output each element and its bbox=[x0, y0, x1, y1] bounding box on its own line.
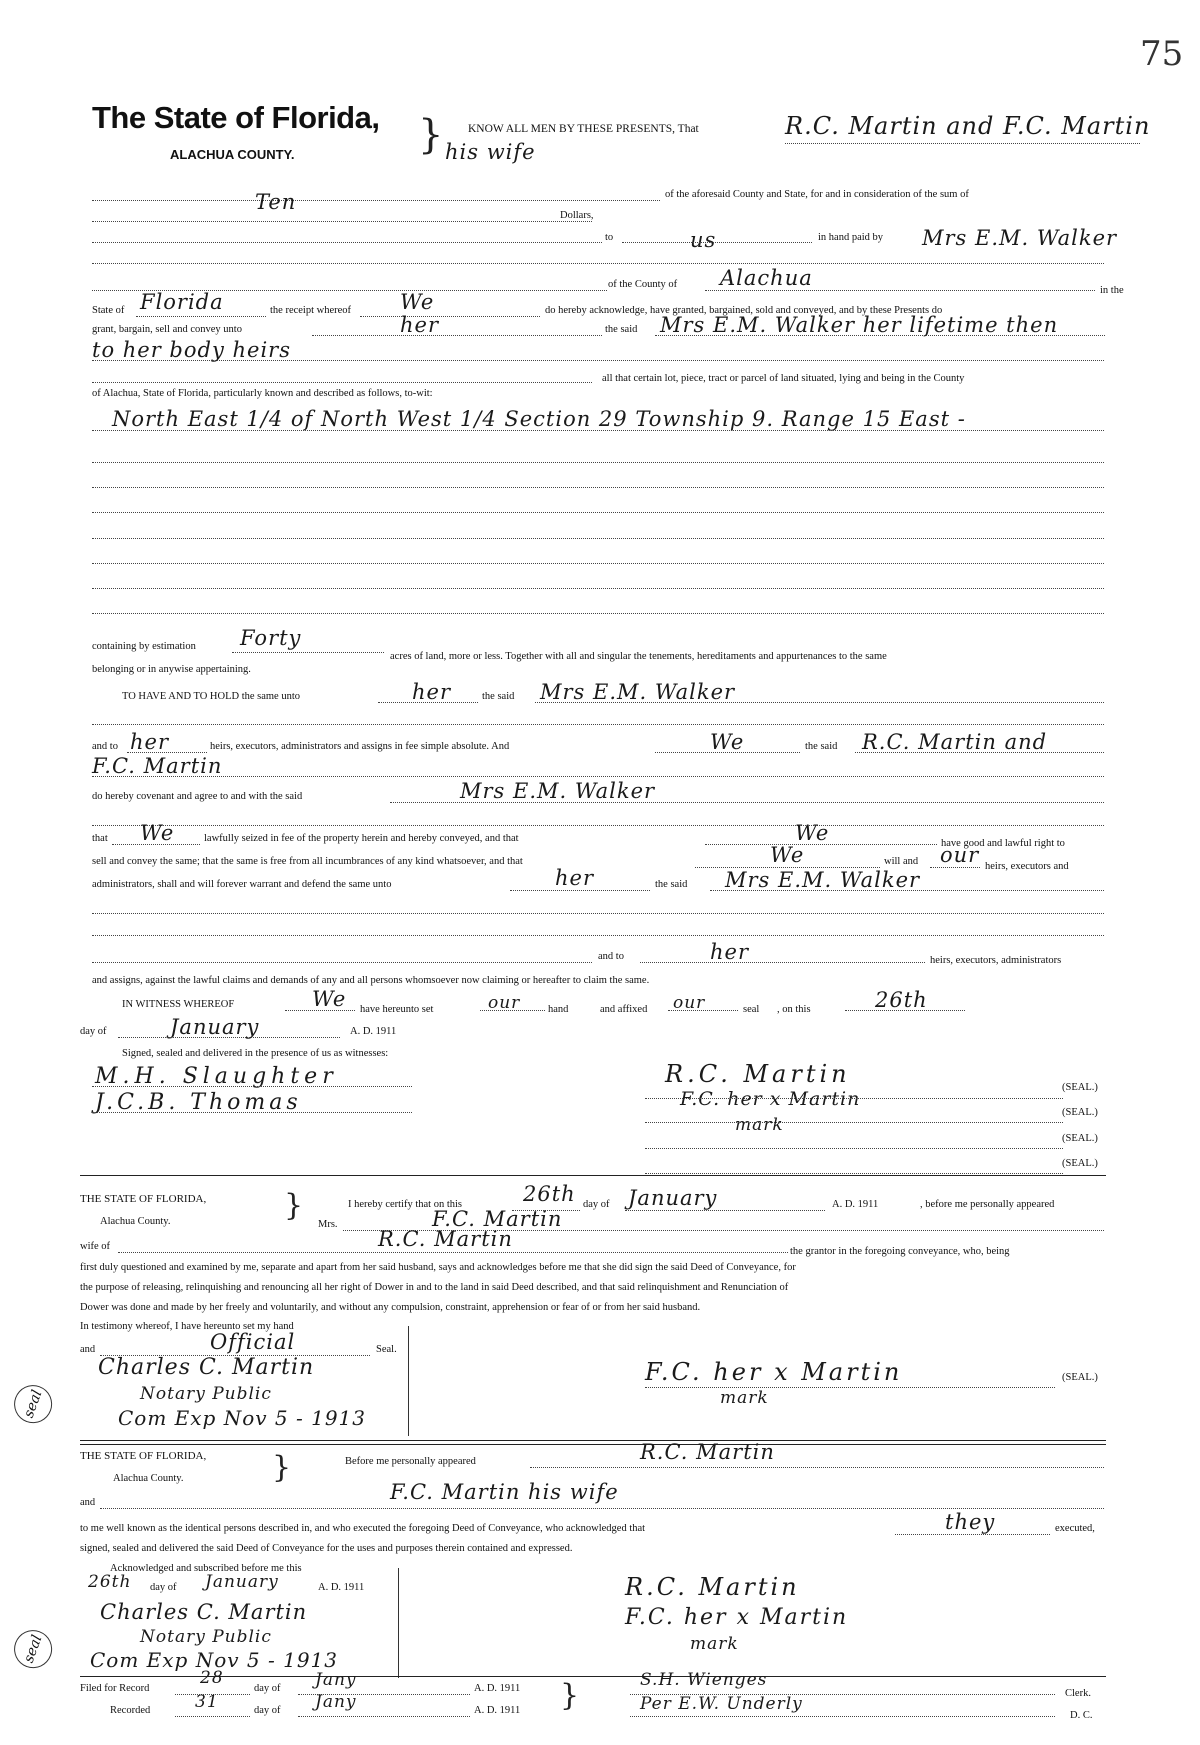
cert2-body1: to me well known as the identical persons described in, and who executed the foregoing Deed of Conveyance, who acknowledged that bbox=[80, 1523, 646, 1534]
dotted-line bbox=[92, 382, 592, 383]
dotted-line bbox=[92, 263, 1104, 264]
cert1-state: THE STATE OF FLORIDA, bbox=[80, 1193, 207, 1205]
dc-label: D. C. bbox=[1070, 1710, 1093, 1721]
dotted-line bbox=[92, 360, 1104, 361]
and-we-handwriting: We bbox=[710, 730, 745, 754]
cert1-month-handwriting: January bbox=[628, 1186, 718, 1210]
dotted-line bbox=[92, 563, 1104, 564]
cert1-official-handwriting: Official bbox=[210, 1330, 296, 1354]
hereunto-text: have hereunto set bbox=[360, 1004, 434, 1015]
section-rule bbox=[80, 1676, 1106, 1677]
and-to-2-handwriting: her bbox=[710, 940, 749, 964]
assigns-text: and assigns, against the lawful claims and demands of any and all persons whomsoever now claiming or hereafter to claim the same. bbox=[92, 975, 650, 986]
the-said-label: the said bbox=[482, 691, 515, 702]
dotted-line bbox=[92, 935, 1104, 936]
filed-day-handwriting: 28 bbox=[200, 1668, 224, 1688]
dotted-line bbox=[92, 1086, 412, 1087]
grant-handwriting: her bbox=[400, 313, 439, 337]
sell-handwriting: We bbox=[770, 843, 805, 867]
cert2-and: and bbox=[80, 1497, 96, 1508]
dotted-line bbox=[655, 752, 800, 753]
admin-said-label: the said bbox=[655, 879, 688, 890]
seized-text: lawfully seized in fee of the property herein and hereby conveyed, and that bbox=[204, 833, 519, 844]
seal-label: (SEAL.) bbox=[1062, 1082, 1098, 1093]
dotted-line bbox=[92, 538, 1104, 539]
filed-day-of: day of bbox=[254, 1683, 281, 1694]
cert1-mrs: Mrs. bbox=[318, 1219, 338, 1230]
dotted-line bbox=[360, 316, 540, 317]
dotted-line bbox=[92, 588, 1104, 589]
signature-line bbox=[645, 1122, 1063, 1123]
recorded-day-of: day of bbox=[254, 1705, 281, 1716]
county-handwriting: Alachua bbox=[720, 266, 813, 290]
will-and-label: will and bbox=[884, 856, 919, 867]
cert1-mrs-handwriting: F.C. Martin bbox=[432, 1207, 563, 1231]
the-said-label-2: the said bbox=[805, 741, 838, 752]
dc-handwriting: Per E.W. Underly bbox=[640, 1694, 803, 1714]
of-alachua-text: of Alachua, State of Florida, particularly known and described as follows, to-wit: bbox=[92, 388, 433, 399]
cert1-wife-handwriting: R.C. Martin bbox=[378, 1227, 513, 1251]
cert2-notary-handwriting: Charles C. Martin bbox=[100, 1600, 308, 1624]
dotted-line bbox=[625, 1210, 825, 1211]
cert2-notary-handwriting-3: Com Exp Nov 5 - 1913 bbox=[90, 1648, 338, 1672]
dotted-line bbox=[640, 962, 925, 963]
admin-handwriting: her bbox=[555, 866, 594, 890]
in-the-label: in the bbox=[1100, 285, 1124, 296]
filed-label: Filed for Record bbox=[80, 1683, 150, 1694]
dotted-line bbox=[92, 962, 592, 963]
dotted-line bbox=[535, 702, 1104, 703]
cert1-day-of: day of bbox=[583, 1199, 610, 1210]
signature-line bbox=[645, 1148, 1063, 1149]
grantors-handwriting: R.C. Martin and F.C. Martin bbox=[785, 112, 1151, 140]
signature-line bbox=[645, 1173, 1063, 1174]
cert1-county: Alachua County. bbox=[100, 1216, 171, 1227]
cert2-brace: } bbox=[272, 1450, 292, 1485]
cert1-seal-word: Seal. bbox=[376, 1344, 397, 1355]
witness1-handwriting: M.H. Slaughter bbox=[95, 1064, 338, 1089]
cert2-appeared-handwriting: R.C. Martin bbox=[640, 1440, 775, 1464]
paid-by-label: in hand paid by bbox=[818, 232, 884, 243]
seal-label: (SEAL.) bbox=[1062, 1158, 1098, 1169]
filing-brace: } bbox=[560, 1678, 580, 1713]
grantor-line bbox=[785, 143, 1140, 144]
dotted-line bbox=[100, 1508, 1104, 1509]
signature-line bbox=[645, 1387, 1055, 1388]
cert1-body3: Dower was done and made by her freely and voluntarily, and without any compulsion, constraint, apprehension or fear of or from her said husband. bbox=[80, 1302, 701, 1313]
cert1-signature: F.C. her x Martin bbox=[645, 1358, 903, 1386]
to-handwriting: us bbox=[690, 228, 717, 252]
to-have-label: TO HAVE AND TO HOLD the same unto bbox=[122, 691, 301, 702]
description-handwriting: North East 1/4 of North West 1/4 Section 29 Township 9. Range 15 East - bbox=[112, 407, 966, 431]
county-heading: ALACHUA COUNTY. bbox=[170, 147, 295, 162]
seal-label: (SEAL.) bbox=[1062, 1133, 1098, 1144]
cert1-notary-handwriting: Charles C. Martin bbox=[98, 1355, 315, 1380]
cert2-signature-1: R.C. Martin bbox=[625, 1573, 800, 1601]
to-have-handwriting: her bbox=[412, 680, 451, 704]
cert1-wife-of: wife of bbox=[80, 1241, 111, 1252]
section-rule bbox=[80, 1444, 1106, 1445]
in-witness-handwriting: We bbox=[312, 987, 347, 1011]
and-to-label: and to bbox=[92, 741, 118, 752]
dotted-line bbox=[312, 335, 602, 336]
text-line: of the aforesaid County and State, for and in consideration of the sum of bbox=[665, 189, 969, 200]
dotted-line bbox=[855, 752, 1104, 753]
cert2-month-handwriting: January bbox=[205, 1572, 279, 1592]
sum-handwriting: Ten bbox=[255, 190, 297, 214]
cert1-notary-handwriting-3: Com Exp Nov 5 - 1913 bbox=[118, 1406, 366, 1430]
cert1-testimony: In testimony whereof, I have hereunto set my hand bbox=[80, 1321, 294, 1332]
recorded-day-handwriting: 31 bbox=[195, 1692, 219, 1712]
dotted-line bbox=[92, 913, 1104, 914]
signature-fc-martin: F.C. her x Martin bbox=[680, 1088, 861, 1110]
dotted-line bbox=[298, 1716, 470, 1717]
dotted-line bbox=[232, 652, 384, 653]
cert2-ad: A. D. 1911 bbox=[318, 1582, 365, 1593]
cert1-ad: A. D. 1911 bbox=[832, 1199, 879, 1210]
county-of-label: of the County of bbox=[608, 279, 678, 290]
cert1-seal-label: (SEAL.) bbox=[1062, 1372, 1098, 1383]
dotted-line bbox=[622, 242, 812, 243]
dotted-line bbox=[118, 1252, 788, 1253]
section-rule bbox=[80, 1175, 1106, 1176]
cert1-and: and bbox=[80, 1344, 96, 1355]
heirs-exec-text: heirs, executors and bbox=[985, 861, 1069, 872]
dotted-line bbox=[92, 487, 1104, 488]
that-label: that bbox=[92, 833, 108, 844]
affixed-handwriting: our bbox=[673, 993, 706, 1013]
cert2-signature-mark: mark bbox=[690, 1634, 739, 1654]
dotted-line bbox=[668, 1010, 738, 1011]
acres-text: acres of land, more or less. Together with all and singular the tenements, hereditaments and appurtenances to the same bbox=[390, 651, 887, 662]
cert1-certify: I hereby certify that on this bbox=[348, 1199, 463, 1210]
cert1-before: , before me personally appeared bbox=[920, 1199, 1055, 1210]
the-said-label: the said bbox=[605, 324, 638, 335]
belonging-text: belonging or in anywise appertaining. bbox=[92, 664, 251, 675]
state-handwriting: Florida bbox=[140, 290, 224, 314]
filed-month-handwriting: Jany bbox=[315, 1670, 357, 1690]
that-handwriting: We bbox=[140, 821, 175, 845]
admin-text: administrators, shall and will forever warrant and defend the same unto bbox=[92, 879, 392, 890]
dotted-line bbox=[92, 200, 660, 201]
cert2-county: Alachua County. bbox=[113, 1473, 184, 1484]
cert1-signature-mark: mark bbox=[720, 1388, 769, 1408]
receipt-label: the receipt whereof bbox=[270, 305, 352, 316]
will-handwriting: our bbox=[940, 843, 980, 867]
cert2-day-handwriting: 26th bbox=[88, 1572, 132, 1592]
cert2-notary-handwriting-2: Notary Public bbox=[140, 1627, 272, 1647]
grant-label: grant, bargain, sell and convey unto bbox=[92, 324, 242, 335]
dotted-line bbox=[705, 844, 937, 845]
cert2-body2: signed, sealed and delivered the said Deed of Conveyance for the uses and purposes therein contained and expressed. bbox=[80, 1543, 573, 1554]
hand-label: hand bbox=[548, 1004, 569, 1015]
section-rule bbox=[80, 1440, 1106, 1441]
dotted-line bbox=[480, 1010, 545, 1011]
dotted-line bbox=[378, 702, 478, 703]
dotted-line bbox=[112, 844, 200, 845]
dollars-label: Dollars, bbox=[560, 210, 594, 221]
dotted-line bbox=[930, 867, 980, 868]
dotted-line bbox=[390, 802, 1104, 803]
dotted-line bbox=[710, 890, 1104, 891]
cert2-state: THE STATE OF FLORIDA, bbox=[80, 1450, 207, 1462]
cert1-brace: } bbox=[284, 1188, 304, 1223]
sell-text: sell and convey the same; that the same is free from all incumbrances of any kind whatsoever, and that bbox=[92, 856, 523, 867]
covenantor-handwriting-2: F.C. Martin bbox=[92, 754, 223, 778]
cert1-seal-stamp: seal bbox=[9, 1380, 58, 1429]
dotted-line bbox=[630, 1716, 1055, 1717]
seal-label: (SEAL.) bbox=[1062, 1107, 1098, 1118]
covenant-handwriting: Mrs E.M. Walker bbox=[460, 779, 656, 803]
dotted-line bbox=[127, 752, 207, 753]
dotted-line bbox=[845, 1010, 965, 1011]
acknowledge-text: do hereby acknowledge, have granted, bargained, sold and conveyed, and by these Presents do bbox=[545, 305, 943, 316]
covenantor-handwriting: R.C. Martin and bbox=[862, 730, 1048, 754]
dotted-line bbox=[92, 462, 1104, 463]
dotted-line bbox=[285, 1010, 355, 1011]
on-this-label: , on this bbox=[777, 1004, 811, 1015]
dotted-line bbox=[92, 825, 1104, 826]
cert1-body1: first duly questioned and examined by me, separate and apart from her said husband, says and acknowledges before me that she did sign the said Deed of Conveyance, for bbox=[80, 1262, 796, 1273]
dotted-line bbox=[136, 316, 266, 317]
dotted-line bbox=[175, 1716, 250, 1717]
to-have-name-handwriting: Mrs E.M. Walker bbox=[540, 680, 736, 704]
filed-ad: A. D. 1911 bbox=[474, 1683, 521, 1694]
and-to-handwriting: her bbox=[130, 730, 169, 754]
signature-rc-martin: R.C. Martin bbox=[665, 1060, 851, 1088]
hand-handwriting: our bbox=[488, 993, 521, 1013]
covenant-text: do hereby covenant and agree to and with the said bbox=[92, 791, 303, 802]
grantors-handwriting-2: his wife bbox=[445, 140, 536, 164]
notary-bracket bbox=[408, 1326, 409, 1436]
dotted-line bbox=[92, 512, 1104, 513]
cert2-executed: executed, bbox=[1055, 1523, 1095, 1534]
dotted-line bbox=[530, 1467, 1104, 1468]
dotted-line bbox=[655, 335, 1105, 336]
seal-word: seal bbox=[743, 1004, 760, 1015]
grantee-handwriting: Mrs E.M. Walker her lifetime then bbox=[660, 313, 1059, 337]
recorded-ad: A. D. 1911 bbox=[474, 1705, 521, 1716]
recorded-label: Recorded bbox=[110, 1705, 151, 1716]
admin-name-handwriting: Mrs E.M. Walker bbox=[725, 868, 921, 892]
dotted-line bbox=[118, 1037, 340, 1038]
page-number: 75 bbox=[1140, 34, 1184, 74]
cert1-day-handwriting: 26th bbox=[523, 1182, 576, 1206]
signed-text: Signed, sealed and delivered in the presence of us as witnesses: bbox=[122, 1048, 389, 1059]
dotted-line bbox=[895, 1534, 1050, 1535]
receipt-handwriting: We bbox=[400, 290, 435, 314]
containing-label: containing by estimation bbox=[92, 641, 196, 652]
dotted-line bbox=[510, 890, 650, 891]
clerk-handwriting: S.H. Wienges bbox=[640, 1670, 768, 1690]
day-of-label: day of bbox=[80, 1026, 107, 1037]
in-witness-label: IN WITNESS WHEREOF bbox=[122, 999, 235, 1010]
dotted-line bbox=[92, 1112, 412, 1113]
heirs-text: heirs, executors, administrators and assigns in fee simple absolute. And bbox=[210, 741, 510, 752]
affixed-label: and affixed bbox=[600, 1004, 648, 1015]
all-that-text: all that certain lot, piece, tract or parcel of land situated, lying and being in the County bbox=[602, 373, 965, 384]
cert1-notary-handwriting-2: Notary Public bbox=[140, 1384, 272, 1404]
signature-line bbox=[645, 1098, 1063, 1099]
document-title: The State of Florida, bbox=[92, 100, 380, 135]
witness-month-handwriting: January bbox=[170, 1015, 260, 1039]
dotted-line bbox=[92, 430, 1104, 431]
and-to-label-2: and to bbox=[598, 951, 624, 962]
cert2-ack: Acknowledged and subscribed before me this bbox=[110, 1563, 302, 1574]
signature-mark: mark bbox=[735, 1115, 784, 1135]
seized-handwriting: We bbox=[795, 821, 830, 845]
dotted-line bbox=[92, 776, 1104, 777]
dotted-line bbox=[92, 221, 592, 222]
state-of-label: State of bbox=[92, 305, 125, 316]
dotted-line bbox=[92, 613, 1104, 614]
notary-bracket bbox=[398, 1568, 399, 1678]
cert2-they-handwriting: they bbox=[945, 1510, 996, 1534]
acres-handwriting: Forty bbox=[240, 626, 302, 650]
payer-handwriting: Mrs E.M. Walker bbox=[922, 226, 1118, 250]
cert2-day-of: day of bbox=[150, 1582, 177, 1593]
clerk-label: Clerk. bbox=[1065, 1688, 1091, 1699]
cert2-and-handwriting: F.C. Martin his wife bbox=[390, 1480, 619, 1504]
header-brace: } bbox=[418, 112, 444, 158]
cert2-seal-stamp: seal bbox=[9, 1625, 58, 1674]
cert1-body2: the purpose of releasing, relinquishing and renouncing all her right of Dower in and to the land in said Deed described, and that said relinquishment and Renunciation of bbox=[80, 1282, 789, 1293]
heirs-exec-2-text: heirs, executors, administrators bbox=[930, 955, 1062, 966]
recorded-month-handwriting: Jany bbox=[315, 1692, 357, 1712]
cert2-before: Before me personally appeared bbox=[345, 1456, 476, 1467]
dotted-line bbox=[705, 290, 1095, 291]
have-good-text: have good and lawful right to bbox=[941, 838, 1065, 849]
ad-label: A. D. 1911 bbox=[350, 1026, 397, 1037]
intro-text: KNOW ALL MEN BY THESE PRESENTS, That bbox=[468, 123, 699, 135]
witness2-handwriting: J.C.B. Thomas bbox=[95, 1090, 302, 1115]
grantee-handwriting-2: to her body heirs bbox=[92, 338, 291, 362]
dotted-line bbox=[92, 242, 602, 243]
cert2-signature-2: F.C. her x Martin bbox=[625, 1605, 849, 1630]
to-label: to bbox=[605, 232, 614, 243]
witness-day-handwriting: 26th bbox=[875, 988, 928, 1012]
cert1-grantor: the grantor in the foregoing conveyance, who, being bbox=[790, 1246, 1010, 1257]
dotted-line bbox=[92, 724, 1104, 725]
